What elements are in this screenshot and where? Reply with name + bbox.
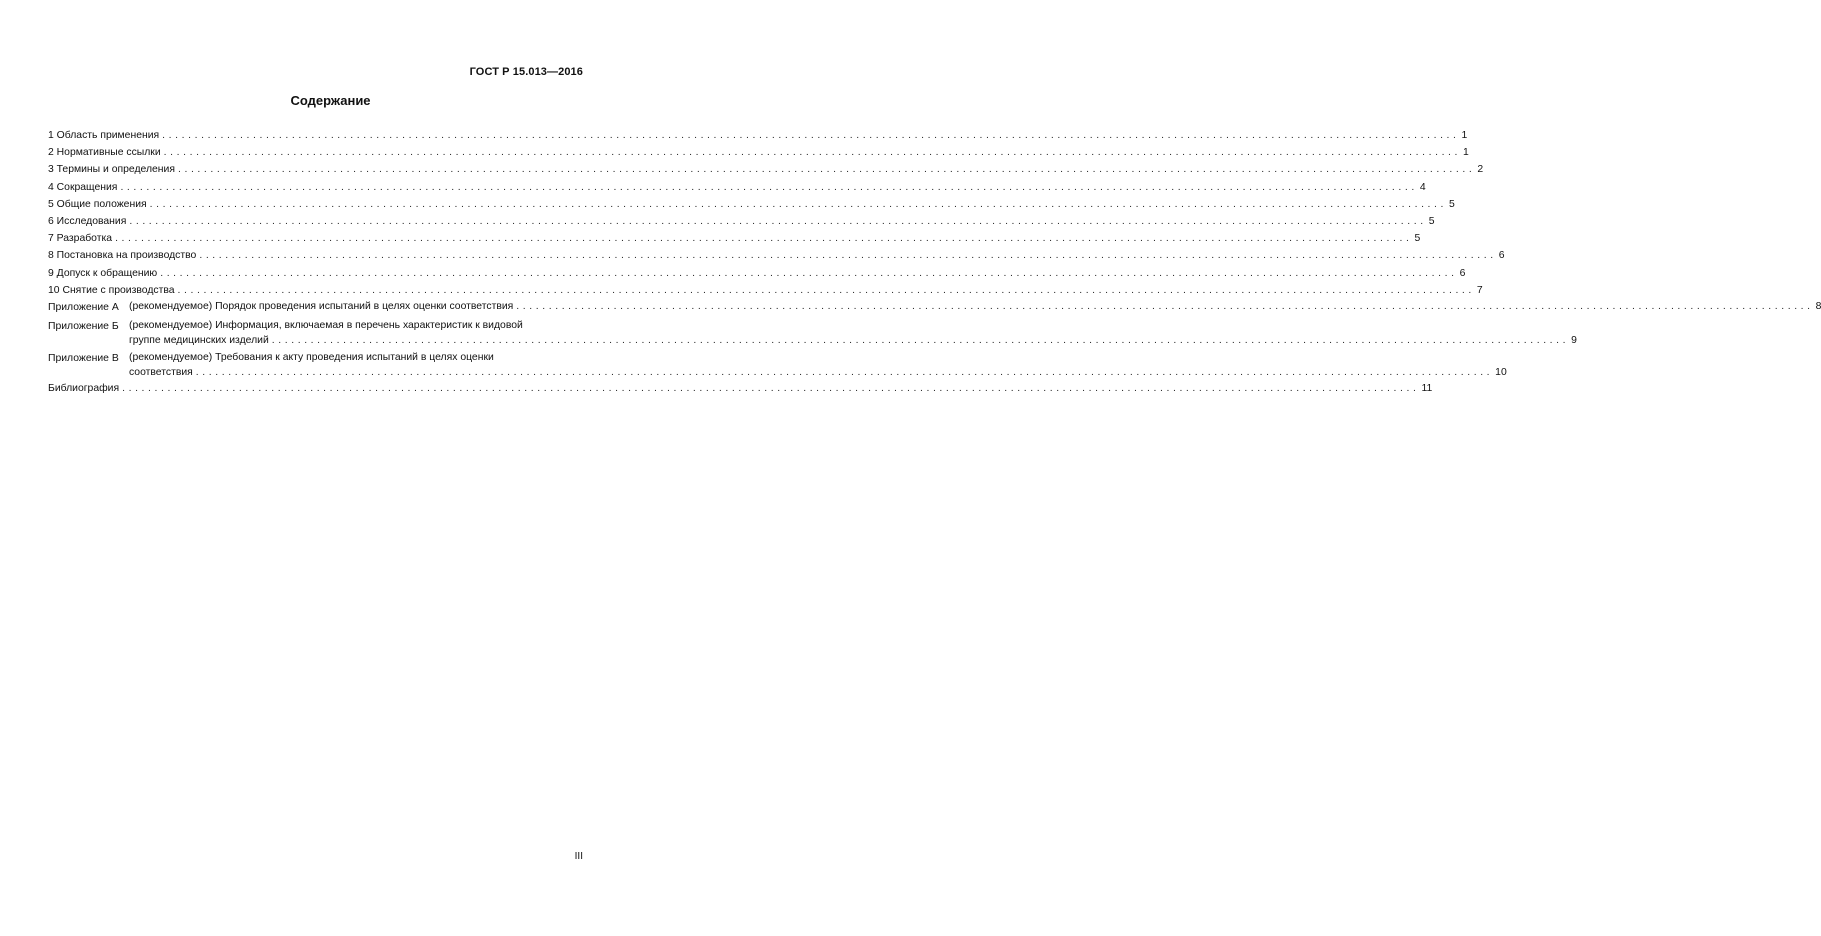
toc-entry-label: 5 Общие положения bbox=[48, 198, 147, 210]
toc-entry-bibliography[interactable] bbox=[48, 380, 1433, 397]
toc-entry-page: 5 bbox=[1414, 233, 1421, 245]
contents-title: Содержание bbox=[290, 93, 371, 108]
toc-entry-4[interactable] bbox=[48, 179, 1426, 196]
toc-entry-page: 9 bbox=[1571, 335, 1577, 347]
toc-leader-dots: ........................................................................................................................................................................................................ bbox=[163, 147, 1462, 159]
toc-entry-label: 8 Постановка на производство bbox=[48, 250, 197, 262]
toc-leader-dots: ........................................................................................................................................................................................................ bbox=[115, 233, 1413, 245]
toc-appendix-b[interactable] bbox=[48, 318, 1577, 348]
toc-entry-1[interactable] bbox=[48, 127, 1468, 144]
toc-entry-page: 6 bbox=[1459, 267, 1466, 279]
toc-entry-label: 4 Сокращения bbox=[48, 181, 118, 193]
toc-entry-page: 2 bbox=[1477, 164, 1484, 176]
document-code: ГОСТ Р 15.013—2016 bbox=[469, 66, 583, 78]
appendix-prefix: Приложение В bbox=[48, 353, 119, 365]
toc-entry-8[interactable] bbox=[48, 247, 1505, 264]
table-of-contents bbox=[48, 127, 1821, 397]
toc-entry-3[interactable] bbox=[48, 161, 1484, 178]
toc-appendix-a[interactable] bbox=[48, 299, 1821, 316]
toc-leader-dots: ........................................................................................................................................................................................................ bbox=[177, 164, 1476, 176]
toc-leader-dots: ........................................................................................................................................................................................................ bbox=[177, 284, 1475, 296]
toc-entry-page: 7 bbox=[1476, 284, 1483, 296]
toc-entry-page: 5 bbox=[1428, 216, 1435, 228]
toc-entry-page: 11 bbox=[1421, 383, 1433, 395]
toc-leader-dots: ........................................................................................................................................................................................................ bbox=[149, 198, 1448, 210]
toc-appendix-v[interactable] bbox=[48, 350, 1507, 380]
appendix-prefix: Приложение А bbox=[48, 302, 119, 314]
appendix-prefix: Приложение Б bbox=[48, 321, 119, 333]
toc-entry-5[interactable] bbox=[48, 196, 1455, 213]
toc-entry-label: 6 Исследования bbox=[48, 216, 127, 228]
toc-entry-9[interactable] bbox=[48, 265, 1466, 282]
toc-leader-dots: ........................................................................................................................................................................................................ bbox=[195, 367, 1494, 379]
toc-entry-label: 1 Область применения bbox=[48, 130, 160, 141]
toc-leader-dots: ........................................................................................................................................................................................................ bbox=[122, 383, 1420, 395]
toc-entry-page: 1 bbox=[1463, 147, 1469, 159]
toc-entry-2[interactable] bbox=[48, 144, 1469, 161]
toc-entry-page: 4 bbox=[1419, 181, 1426, 193]
toc-entry-label: 7 Разработка bbox=[48, 233, 113, 245]
page-number: III bbox=[574, 851, 583, 862]
appendix-title-line1: (рекомендуемое) Требования к акту проведения испытаний в целях оценки bbox=[129, 352, 494, 364]
toc-entry-page: 8 bbox=[1815, 301, 1821, 313]
appendix-title-line2: соответствия bbox=[129, 367, 193, 379]
toc-entry-page: 5 bbox=[1449, 198, 1455, 210]
toc-leader-dots: ........................................................................................................................................................................................................ bbox=[120, 181, 1418, 193]
toc-leader-dots: ........................................................................................................................................................................................................ bbox=[199, 250, 1497, 262]
toc-leader-dots: ........................................................................................................................................................................................................ bbox=[160, 267, 1458, 279]
toc-entry-page: 6 bbox=[1498, 250, 1505, 262]
toc-entry-label: 9 Допуск к обращению bbox=[48, 267, 158, 279]
toc-entry-10[interactable] bbox=[48, 282, 1483, 299]
toc-entry-label: 2 Нормативные ссылки bbox=[48, 147, 161, 159]
toc-entry-page: 1 bbox=[1461, 130, 1468, 141]
toc-entry-6[interactable] bbox=[48, 213, 1435, 230]
toc-leader-dots: ........................................................................................................................................................................................................ bbox=[129, 216, 1427, 228]
appendix-title: (рекомендуемое) Порядок проведения испытаний в целях оценки соответствия bbox=[129, 301, 514, 313]
toc-entry-label: 3 Термины и определения bbox=[48, 164, 175, 176]
appendix-title-line2: группе медицинских изделий bbox=[129, 335, 269, 347]
appendix-title-line1: (рекомендуемое) Информация, включаемая в перечень характеристик к видовой bbox=[129, 320, 523, 332]
toc-entry-page: 10 bbox=[1495, 367, 1507, 379]
toc-entry-label: 10 Снятие с производства bbox=[48, 284, 175, 296]
toc-leader-dots: ........................................................................................................................................................................................................ bbox=[516, 301, 1814, 313]
toc-entry-label: Библиография bbox=[48, 383, 120, 395]
toc-leader-dots: ........................................................................................................................................................................................................ bbox=[271, 335, 1570, 347]
toc-entry-7[interactable] bbox=[48, 230, 1421, 247]
toc-leader-dots: ........................................................................................................................................................................................................ bbox=[162, 130, 1460, 141]
